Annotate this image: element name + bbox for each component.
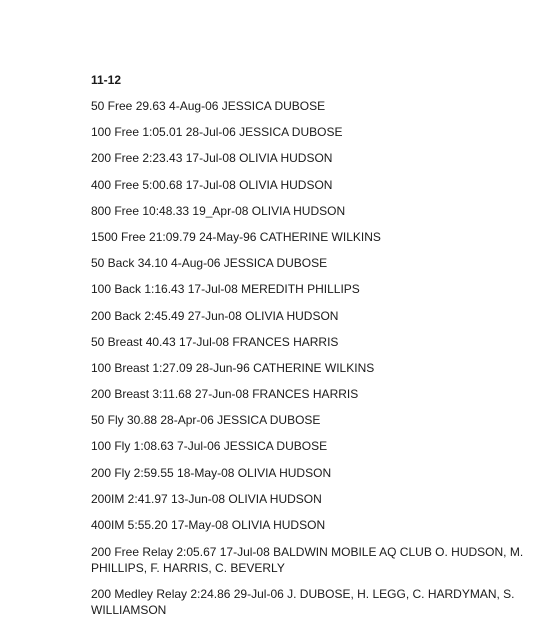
record-line: 200 Fly 2:59.55 18-May-08 OLIVIA HUDSON <box>91 465 332 480</box>
record-line: 800 Free 10:48.33 19_Apr-08 OLIVIA HUDSON <box>91 203 346 218</box>
record-line: 50 Back 34.10 4-Aug-06 JESSICA DUBOSE <box>91 256 328 271</box>
record-line: 50 Fly 30.88 28-Apr-06 JESSICA DUBOSE <box>91 413 321 428</box>
record-line: 1500 Free 21:09.79 24-May-96 CATHERINE WILKINS <box>91 229 381 244</box>
relay-record-line: 200 Free Relay 2:05.67 17-Jul-08 BALDWIN MOBILE AQ CLUB O. HUDSON, M. PHILLIPS, F. HARRIS, C. BEVERLY <box>91 545 524 576</box>
record-line: 50 Breast 40.43 17-Jul-08 FRANCES HARRIS <box>91 334 339 349</box>
record-line: 200IM 2:41.97 13-Jun-08 OLIVIA HUDSON <box>91 491 322 506</box>
records-list <box>91 99 531 628</box>
record-line: 400 Free 5:00.68 17-Jul-08 OLIVIA HUDSON <box>91 177 333 192</box>
record-line: 400IM 5:55.20 17-May-08 OLIVIA HUDSON <box>91 518 326 532</box>
record-line: 200 Back 2:45.49 27-Jun-08 OLIVIA HUDSON <box>91 308 339 323</box>
record-line: 200 Breast 3:11.68 27-Jun-08 FRANCES HARRIS <box>91 387 359 402</box>
age-group-heading: 11-12 <box>91 73 122 87</box>
record-line: 100 Fly 1:08.63 7-Jul-06 JESSICA DUBOSE <box>91 439 328 454</box>
record-line: 50 Free 29.63 4-Aug-06 JESSICA DUBOSE <box>91 99 326 113</box>
record-line: 100 Free 1:05.01 28-Jul-06 JESSICA DUBOSE <box>91 125 343 140</box>
relay-record-line: 200 Medley Relay 2:24.86 29-Jul-06 J. DUBOSE, H. LEGG, C. HARDYMAN, S. WILLIAMSON <box>91 587 515 618</box>
record-line: 100 Breast 1:27.09 28-Jun-96 CATHERINE WILKINS <box>91 360 375 375</box>
record-line: 100 Back 1:16.43 17-Jul-08 MEREDITH PHILLIPS <box>91 282 360 297</box>
record-line: 200 Free 2:23.43 17-Jul-08 OLIVIA HUDSON <box>91 151 333 166</box>
